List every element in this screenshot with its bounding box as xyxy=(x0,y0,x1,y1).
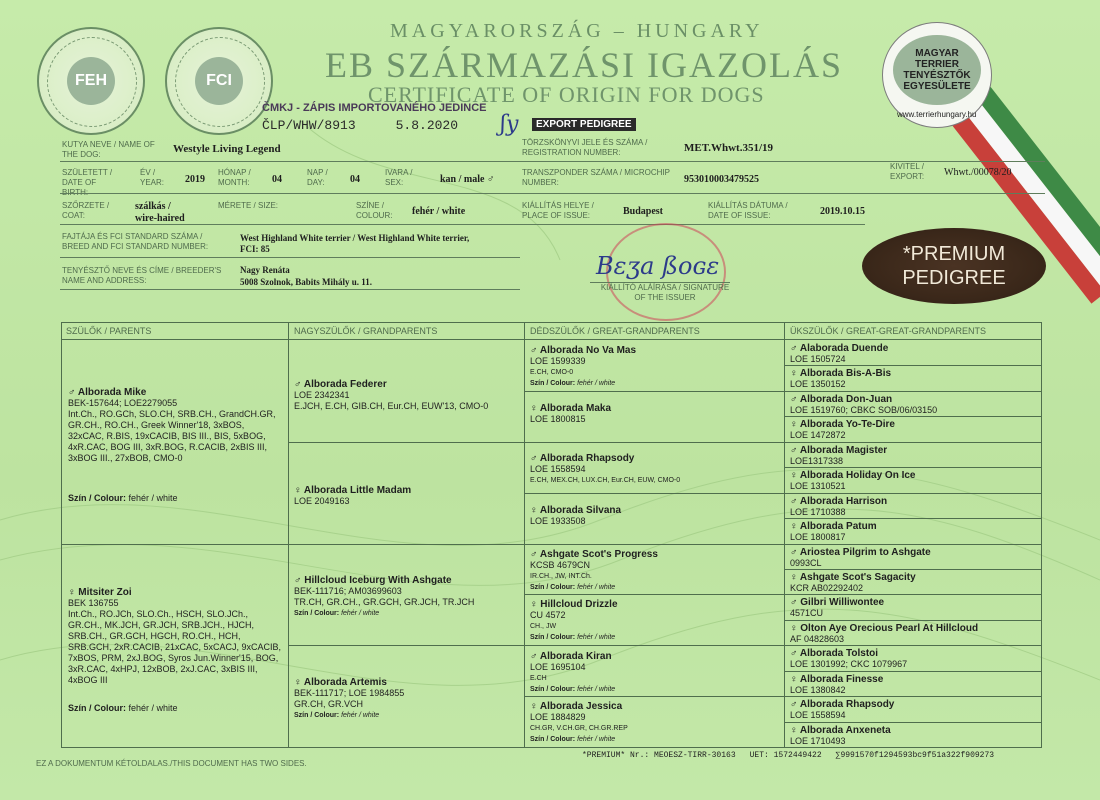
row-separator xyxy=(784,569,1041,570)
fci-seal-icon: FCI xyxy=(165,27,273,135)
place-of-issue-label: KIÁLLÍTÁS HELYE / PLACE OF ISSUE: xyxy=(522,201,594,220)
export-number: Whwt./00078/20 xyxy=(944,167,1012,178)
great-great-6: ♀ Alborada Holiday On Ice LOE 1310521 xyxy=(790,470,916,492)
row-separator xyxy=(784,544,1041,545)
row-separator xyxy=(524,544,784,545)
great-great-9: ♂ Ariostea Pilgrim to Ashgate 0993CL xyxy=(790,546,931,568)
day-label: NAP / DAY: xyxy=(307,168,328,187)
clp-registration xyxy=(262,118,458,133)
coat-label: SZŐRZETE / COAT: xyxy=(62,201,110,220)
parent-dam-colour: Szín / Colour: fehér / white xyxy=(68,703,178,713)
great-great-10: ♀ Ashgate Scot's Sagacity KCR AB02292402 xyxy=(790,571,916,593)
export-pedigree-badge: EXPORT PEDIGREE xyxy=(532,118,636,131)
coat-value: szálkás / wire-haired xyxy=(135,201,185,224)
clp-signature-mark: ʃy xyxy=(500,112,519,137)
great-4: ♀ Alborada Silvana LOE 1933508 xyxy=(530,505,622,526)
great-3: ♂ Alborada Rhapsody LOE 1558594 E.CH, MEX.CH, LUX.CH, Eur.CH, EUW, CMO-0 xyxy=(530,453,681,484)
issuer-signature-label: KIÁLLÍTÓ ALÁÍRÁSA / SIGNATURE OF THE ISSUER xyxy=(600,283,730,302)
grandparent-4: ♀ Alborada Artemis BEK-111717; LOE 1984855 GR.CH, GR.VCH Szín / Colour: fehér / white xyxy=(294,677,405,719)
great-great-7: ♂ Alborada Harrison LOE 1710388 xyxy=(790,495,888,517)
column-great-header: DÉDSZÜLŐK / GREAT-GRANDPARENTS xyxy=(530,326,700,336)
row-separator xyxy=(524,645,784,646)
microchip-label: TRANSZPONDER SZÁMA / MICROCHIP NUMBER: xyxy=(522,168,670,187)
colour-label: SZÍNE / COLOUR: xyxy=(356,201,393,220)
birth-month: 04 xyxy=(272,174,282,185)
document-subtitle: CERTIFICATE OF ORIGIN FOR DOGS xyxy=(368,82,765,107)
breeder-name: Nagy Renáta xyxy=(240,265,290,275)
row-separator xyxy=(784,365,1041,366)
row-separator xyxy=(524,696,784,697)
dog-name-label: KUTYA NEVE / NAME OF THE DOG: xyxy=(62,140,155,159)
row-separator xyxy=(524,442,784,443)
great-great-11: ♂ Gilbri Williwontee 4571CU xyxy=(790,597,885,619)
great-great-8: ♀ Alborada Patum LOE 1800817 xyxy=(790,521,877,543)
great-great-3: ♂ Alborada Don-Juan LOE 1519760; CBKC SOB/06/03150 xyxy=(790,393,938,415)
grandparent-3: ♂ Hillcloud Iceburg With Ashgate BEK-111716; AM03699603 TR.CH, GR.CH., GR.GCH, GR.JCH, TR.JCH Szín / Colour: fehér / white xyxy=(294,575,475,617)
great-7: ♂ Alborada Kiran LOE 1695104 E.CH Szín / Colour: fehér / white xyxy=(530,651,616,693)
great-6: ♀ Hillcloud Drizzle CU 4572 CH., JW Szín / Colour: fehér / white xyxy=(530,599,618,641)
great-5: ♂ Ashgate Scot's Progress KCSB 4679CN IR.CH., JW, INT.Ch. Szín / Colour: fehér / white xyxy=(530,549,658,591)
dog-name: Westyle Living Legend xyxy=(173,143,281,155)
premium-line-1: *PREMIUM xyxy=(902,243,1006,265)
birth-day: 04 xyxy=(350,174,360,185)
breeder-address: 5008 Szolnok, Babits Mihály u. 11. xyxy=(240,277,373,287)
year-label: ÉV / YEAR: xyxy=(140,168,165,187)
document-title: EB SZÁRMAZÁSI IGAZOLÁS xyxy=(325,45,844,85)
two-sided-notice: EZ A DOKUMENTUM KÉTOLDALAS./THIS DOCUMENT HAS TWO SIDES. xyxy=(36,759,307,768)
great-great-1: ♂ Alaborada Duende LOE 1505724 xyxy=(790,343,889,364)
premium-pedigree-badge xyxy=(862,228,1046,304)
row-separator xyxy=(288,544,524,545)
birth-year: 2019 xyxy=(185,174,205,185)
great-2: ♀ Alborada Maka LOE 1800815 xyxy=(530,403,612,424)
column-parents-header: SZÜLŐK / PARENTS xyxy=(66,326,152,336)
microchip-number: 953010003479525 xyxy=(684,174,759,185)
breed-fci-number: FCI: 85 xyxy=(240,244,270,254)
row-separator xyxy=(288,442,524,443)
great-great-14: ♀ Alborada Finesse LOE 1380842 xyxy=(790,673,884,695)
row-separator xyxy=(784,518,1041,519)
breeder-label: TENYÉSZTŐ NEVE ÉS CÍME / BREEDER'S NAME AND ADDRESS: xyxy=(62,266,222,285)
grandparent-2: ♀ Alborada Little Madam LOE 2049163 xyxy=(294,485,412,506)
size-label: MÉRETE / SIZE: xyxy=(218,201,279,210)
great-great-4: ♀ Alborada Yo-Te-Dire LOE 1472872 xyxy=(790,419,895,441)
terrier-club-logo-icon: MAGYAR TERRIER TENYÉSZTŐK EGYESÜLETE xyxy=(882,22,992,128)
parent-sire: ♂ Alborada Mike BEK-157644; LOE2279055 Int.Ch., RO.GCh, SLO.CH, SRB.CH., GrandCH.GR, GR.CH., RO.CH., Greek Winner'18, 3xBOS, 32xCAC, R.BIS, 19xCACIB, BIS III., BIS, 5xBOG, 4xR.CAC, BOG III, 3xR.BOG, R.CACIB, 2xBIS III, 3xBOG III., 27xBOB, CMO-0 xyxy=(68,387,276,463)
breed-value: West Highland White terrier / West Highland White terrier, xyxy=(240,233,470,243)
row-separator xyxy=(524,493,784,494)
great-great-2: ♀ Alborada Bis-A-Bis LOE 1350152 xyxy=(790,368,892,390)
parent-sire-colour: Szín / Colour: fehér / white xyxy=(68,493,178,503)
row-separator xyxy=(784,645,1041,646)
import-stamp: ČMKJ - ZÁPIS IMPORTOVANÉHO JEDINCE xyxy=(262,102,487,114)
premium-number: *PREMIUM* Nr.: MEOESZ-TIRR-30163 xyxy=(582,751,736,760)
breed-label: FAJTÁJA ÉS FCI STANDARD SZÁMA / BREED AND FCI STANDARD NUMBER: xyxy=(62,232,209,251)
month-label: HÓNAP / MONTH: xyxy=(218,168,251,187)
row-separator xyxy=(784,671,1041,672)
great-great-16: ♀ Alborada Anxeneta LOE 1710493 xyxy=(790,724,891,746)
sex-label: IVARA / SEX: xyxy=(385,168,413,187)
issuer-signature-mark: Bɛʒa ßoɢɛ xyxy=(596,252,720,280)
great-8: ♀ Alborada Jessica LOE 1884829 CH.GR, V.CH.GR, CH.GR.REP Szín / Colour: fehér / white xyxy=(530,701,628,743)
grandparent-1: ♂ Alborada Federer LOE 2342341 E.JCH, E.CH, GIB.CH, Eur.CH, EUW'13, CMO-0 xyxy=(294,379,489,411)
premium-line-2: PEDIGREE xyxy=(902,267,1006,289)
clp-date: 5.8.2020 xyxy=(395,118,459,133)
great-1: ♂ Alborada No Va Mas LOE 1599339 E.CH, CMO-0 Szín / Colour: fehér / white xyxy=(530,345,637,387)
registration-number: MET.Whwt.351/19 xyxy=(684,142,774,154)
feh-seal-icon: FEH xyxy=(37,27,145,135)
column-grandparents-header: NAGYSZÜLŐK / GRANDPARENTS xyxy=(294,326,438,336)
parent-dam: ♀ Mitsiter Zoi BEK 136755 Int.Ch., RO.JCh, SLO.Ch., HSCH, SLO.JCh., GR.CH., MK.JCH, GR.JCH, SRB.JCH., HJCH, SRB.CH., GR.GCH, HGCH, RO.CH., HCH, SRB.GCH, 2xR.CACIB, 21xCAC, 5xCACJ, 9xCACIB, 7xBOS, PRM, 2xJ.BOG, Syros Jun.Winner'15, BOG, 3xR.CAC, 4xHPJ, 12xBOB, 2xJ.CAC, 3xBIS III, 4xBOG III xyxy=(68,587,282,685)
row-separator xyxy=(288,645,524,646)
certificate-security-line xyxy=(582,751,1008,760)
row-separator xyxy=(784,416,1041,417)
great-great-15: ♂ Alborada Rhapsody LOE 1558594 xyxy=(790,699,895,721)
row-separator xyxy=(784,493,1041,494)
great-great-13: ♂ Alborada Tolstoi LOE 1301992; CKC 1079967 xyxy=(790,648,908,670)
country-heading: MAGYARORSZÁG – HUNGARY xyxy=(390,20,764,42)
terrier-club-url: www.terrierhungary.hu xyxy=(897,110,977,119)
great-great-5: ♂ Alborada Magister LOE1317338 xyxy=(790,444,888,466)
registration-label: TÖRZSKÖNYVI JELE ÉS SZÁMA / REGISTRATION NUMBER: xyxy=(522,138,648,157)
row-separator xyxy=(784,594,1041,595)
row-separator xyxy=(784,722,1041,723)
row-separator xyxy=(784,620,1041,621)
pedigree-table xyxy=(61,322,1042,748)
birth-label: SZÜLETETT / DATE OF BIRTH: xyxy=(62,168,113,197)
place-of-issue: Budapest xyxy=(623,206,664,217)
clp-number: ČLP/WHW/8913 xyxy=(262,118,356,133)
date-of-issue-label: KIÁLLÍTÁS DÁTUMA / DATE OF ISSUE: xyxy=(708,201,788,220)
row-separator xyxy=(524,594,784,595)
date-of-issue: 2019.10.15 xyxy=(820,206,865,217)
sex-value: kan / male ♂ xyxy=(440,174,495,185)
export-label: KIVITEL / EXPORT: xyxy=(890,162,925,181)
uet-number: UET: 1572449422 xyxy=(749,751,822,760)
document-hash: ∑9991570f1294593bc9f51a322f909273 xyxy=(835,751,995,760)
row-separator xyxy=(62,544,288,545)
row-separator xyxy=(784,696,1041,697)
column-great-great-header: ÜKSZÜLŐK / GREAT-GREAT-GRANDPARENTS xyxy=(790,326,987,336)
great-great-12: ♀ Olton Aye Orecious Pearl At Hillcloud AF 04828603 xyxy=(790,622,979,644)
row-separator xyxy=(524,391,784,392)
colour-value: fehér / white xyxy=(412,206,466,217)
row-separator xyxy=(784,442,1041,443)
row-separator xyxy=(784,391,1041,392)
row-separator xyxy=(784,467,1041,468)
